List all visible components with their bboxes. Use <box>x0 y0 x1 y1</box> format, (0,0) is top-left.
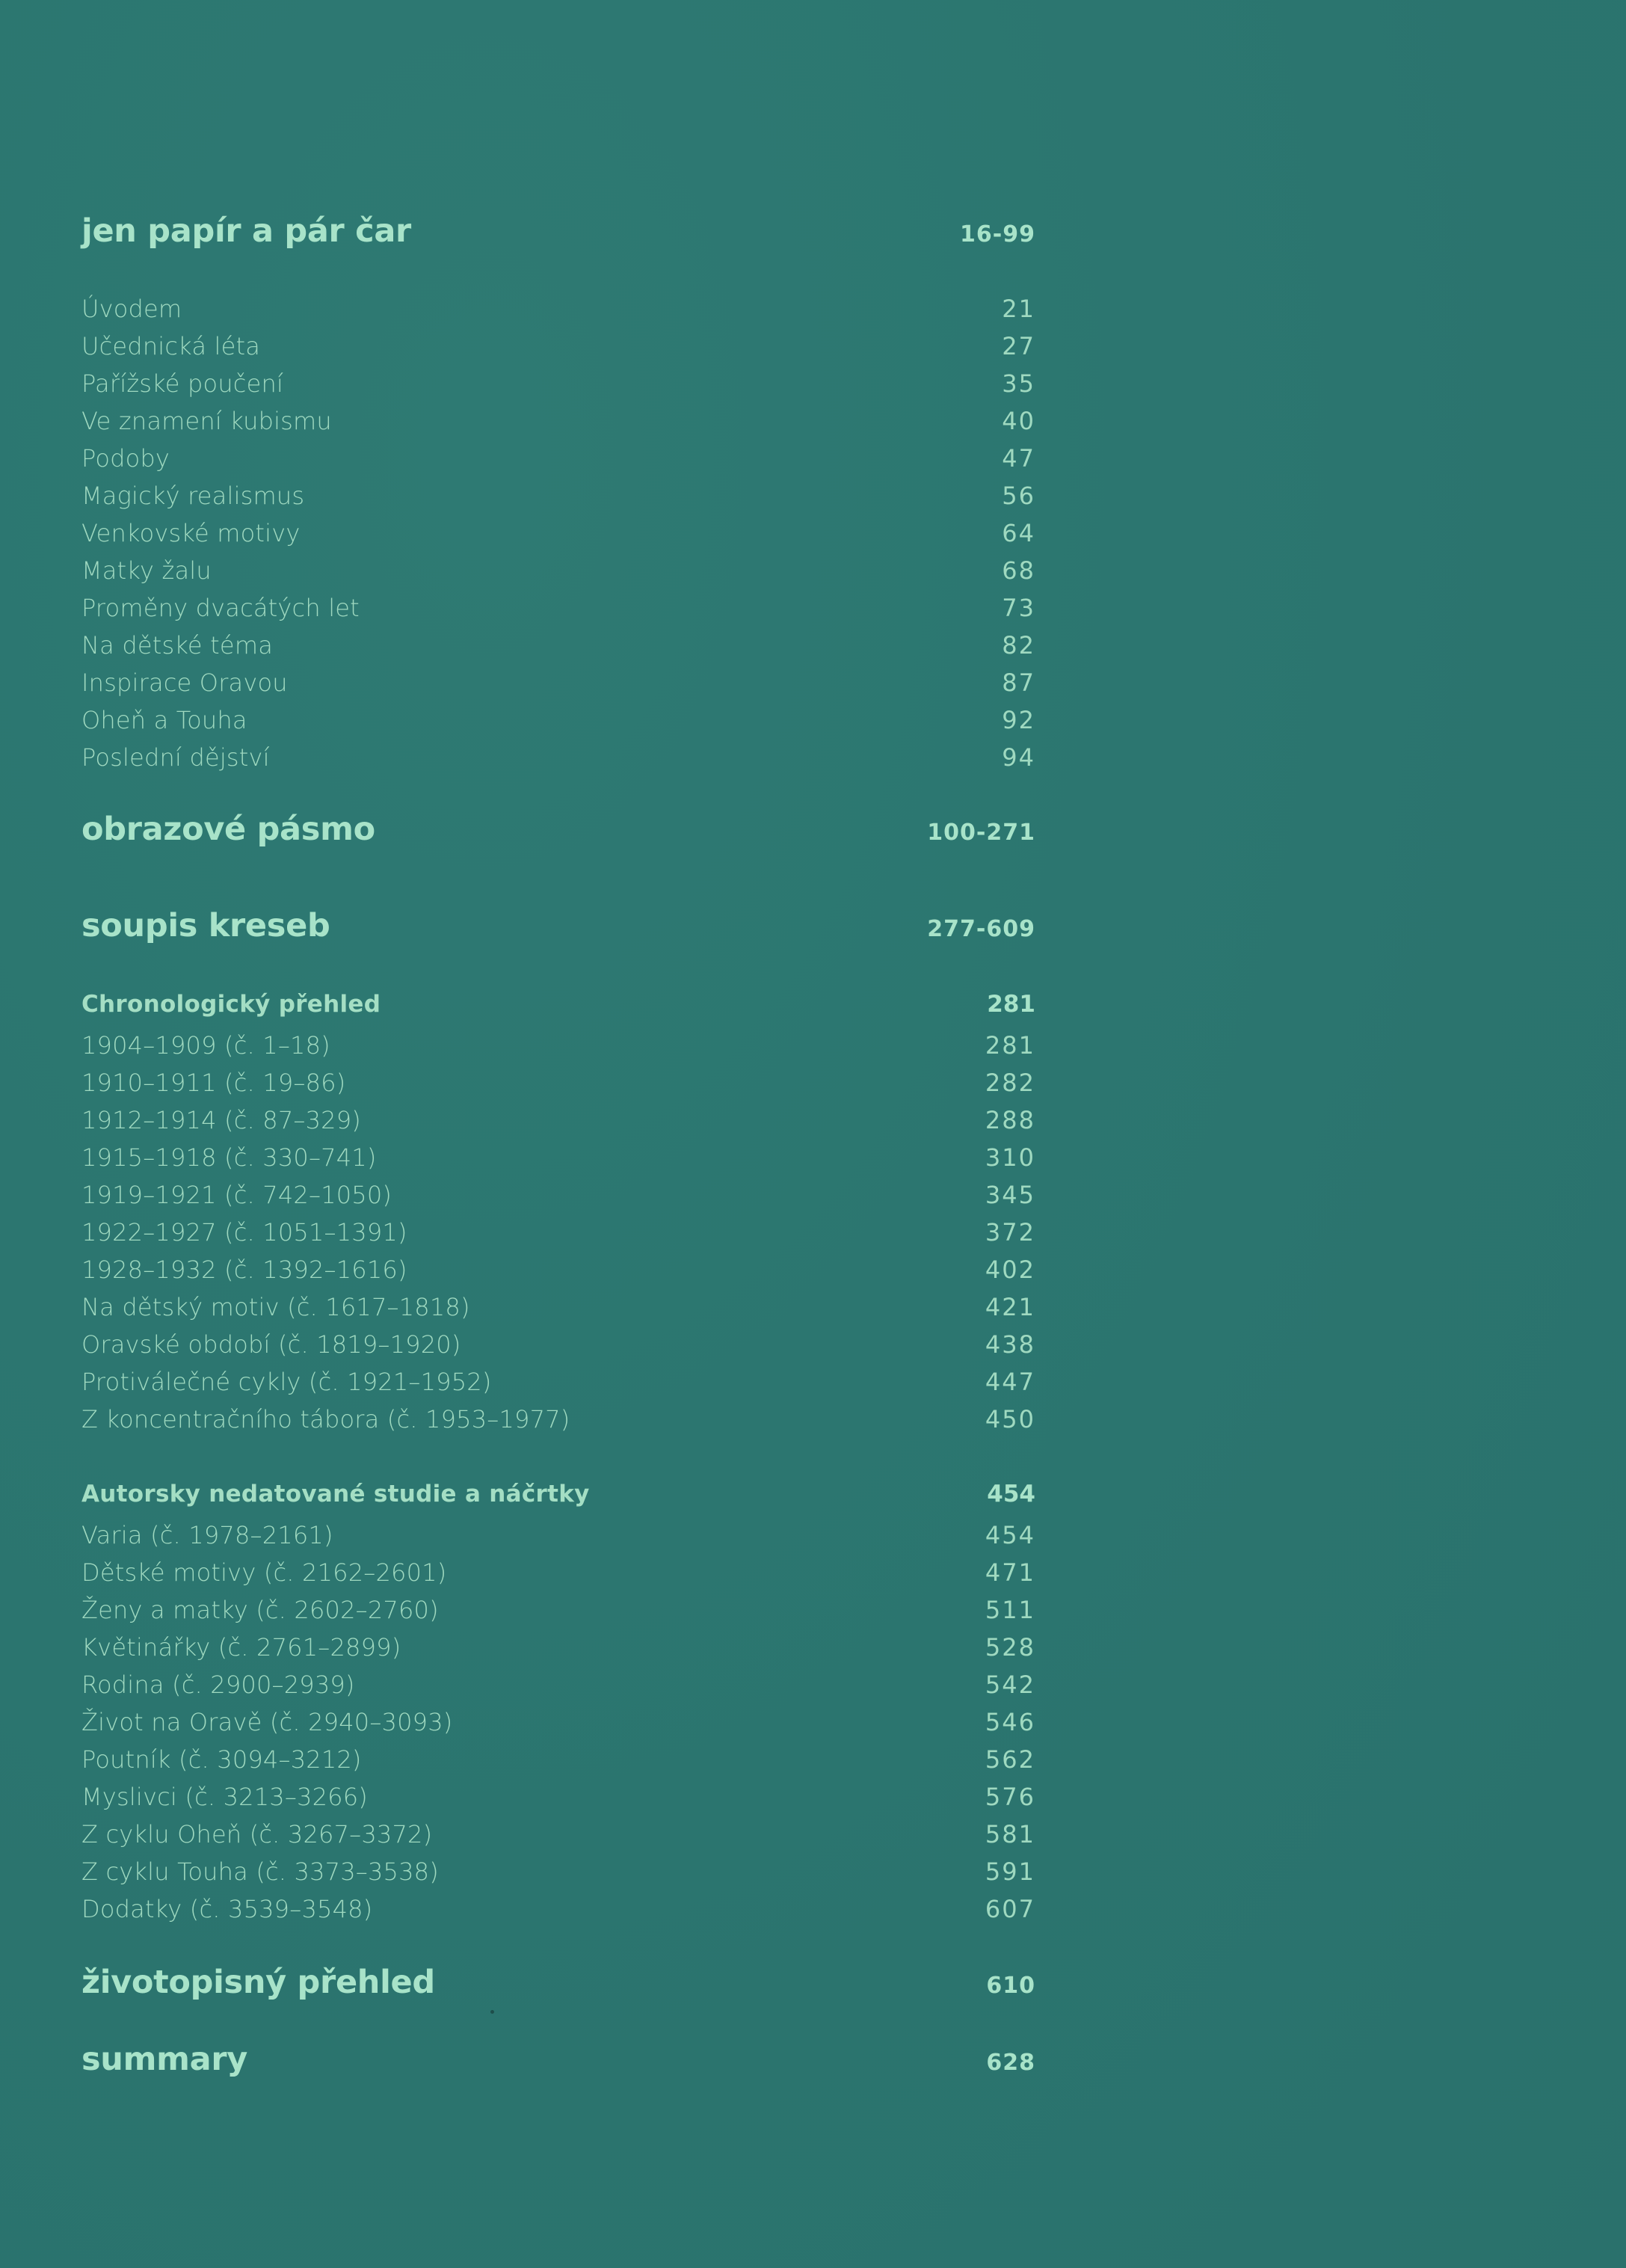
toc-entry <box>81 706 1035 734</box>
toc-page-number: 288 <box>985 1106 1035 1134</box>
toc-page-number: 591 <box>985 1857 1035 1886</box>
toc-entry-title: Rodina (č. 2900–2939) <box>81 1671 355 1699</box>
toc-page-range: 277-609 <box>927 916 1035 942</box>
toc-page-number: 92 <box>1002 706 1035 734</box>
toc-entry-title: Z cyklu Touha (č. 3373–3538) <box>81 1857 439 1886</box>
toc-page-number: 68 <box>1002 556 1035 585</box>
toc-page-number: 310 <box>985 1143 1035 1172</box>
toc-page-number: 546 <box>985 1708 1035 1736</box>
toc-page-number: 528 <box>985 1633 1035 1662</box>
toc-entry <box>81 407 1035 435</box>
toc-section <box>81 907 1035 944</box>
toc-subheading <box>81 991 1035 1018</box>
toc-entry-title: Poutník (č. 3094–3212) <box>81 1745 362 1774</box>
paper-speck <box>490 2010 494 2014</box>
toc-entry <box>81 631 1035 660</box>
toc-page-number: 562 <box>985 1745 1035 1774</box>
toc-entry-title: 1912–1914 (č. 87–329) <box>81 1106 361 1134</box>
toc-subheading-title: Autorsky nedatované studie a náčrtky <box>81 1481 590 1508</box>
toc-entry-title: Život na Oravě (č. 2940–3093) <box>81 1708 453 1736</box>
toc-page-number: 438 <box>985 1330 1035 1359</box>
toc-entry-title: 1910–1911 (č. 19–86) <box>81 1069 346 1097</box>
toc-entry <box>81 669 1035 697</box>
toc-page-number: 281 <box>987 991 1035 1018</box>
toc-entry <box>81 519 1035 547</box>
toc-entry-title: Dodatky (č. 3539–3548) <box>81 1895 373 1923</box>
toc-section <box>81 1964 1035 2001</box>
toc-page-number: 21 <box>1002 295 1035 323</box>
toc-entry <box>81 1633 1035 1662</box>
toc-page-number: 35 <box>1002 369 1035 398</box>
toc-entry-title: Na dětské téma <box>81 631 274 660</box>
toc-section <box>81 212 1035 250</box>
toc-entry-title: Myslivci (č. 3213–3266) <box>81 1783 368 1811</box>
toc-entry <box>81 295 1035 323</box>
toc-page-number: 511 <box>985 1596 1035 1624</box>
toc-entry <box>81 556 1035 585</box>
toc-entry <box>81 743 1035 772</box>
toc-entry <box>81 1745 1035 1774</box>
toc-entry-title: Protiválečné cykly (č. 1921–1952) <box>81 1368 492 1396</box>
toc-section-title: životopisný přehled <box>81 1964 435 2001</box>
toc-entry-title: 1922–1927 (č. 1051–1391) <box>81 1218 407 1247</box>
toc-page-number: 87 <box>1002 669 1035 697</box>
toc-entry-title: Oravské období (č. 1819–1920) <box>81 1330 461 1359</box>
toc-entry <box>81 332 1035 360</box>
toc-entry <box>81 1293 1035 1321</box>
toc-page-number: 581 <box>985 1820 1035 1848</box>
toc-section <box>81 2041 1035 2078</box>
toc-entry-title: Poslední dějství <box>81 743 270 772</box>
toc-entry <box>81 1143 1035 1172</box>
toc-page-number: 471 <box>985 1558 1035 1587</box>
toc-entry <box>81 1181 1035 1209</box>
toc-subheading-title: Chronologický přehled <box>81 991 381 1018</box>
toc-entry <box>81 1783 1035 1811</box>
toc-page-number: 47 <box>1002 444 1035 473</box>
toc-entry <box>81 1820 1035 1848</box>
toc-entry <box>81 444 1035 473</box>
toc-entry <box>81 1069 1035 1097</box>
toc-entry <box>81 1368 1035 1396</box>
toc-page-number: 27 <box>1002 332 1035 360</box>
toc-page-number: 628 <box>986 2050 1035 2076</box>
toc-entry-title: 1904–1909 (č. 1–18) <box>81 1031 330 1060</box>
toc-entry-title: 1919–1921 (č. 742–1050) <box>81 1181 392 1209</box>
toc-entry-title: Z cyklu Oheň (č. 3267–3372) <box>81 1820 433 1848</box>
toc-entry-title: Na dětský motiv (č. 1617–1818) <box>81 1293 470 1321</box>
toc-page-number: 282 <box>985 1069 1035 1097</box>
toc-entry-title: Inspirace Oravou <box>81 669 288 697</box>
toc-entry <box>81 1106 1035 1134</box>
toc-entry-title: 1915–1918 (č. 330–741) <box>81 1143 377 1172</box>
toc-entry-title: Matky žalu <box>81 556 212 585</box>
toc-entry-title: Pařížské poučení <box>81 369 284 398</box>
toc-entry-title: Ženy a matky (č. 2602–2760) <box>81 1596 439 1624</box>
toc-page-range: 16-99 <box>960 221 1035 248</box>
toc-entry <box>81 1330 1035 1359</box>
toc-entry-title: Podoby <box>81 444 170 473</box>
toc-page-number: 576 <box>985 1783 1035 1811</box>
toc-entry <box>81 482 1035 510</box>
toc-entry <box>81 1521 1035 1549</box>
toc-page-number: 402 <box>985 1256 1035 1284</box>
toc-page-number: 345 <box>985 1181 1035 1209</box>
toc-entry <box>81 1558 1035 1587</box>
toc-page-number: 40 <box>1002 407 1035 435</box>
toc-entry <box>81 1405 1035 1433</box>
toc-entry <box>81 369 1035 398</box>
toc-entry <box>81 1671 1035 1699</box>
toc-page-number: 82 <box>1002 631 1035 660</box>
toc-entry <box>81 1218 1035 1247</box>
toc-subheading <box>81 1481 1035 1508</box>
toc-page-number: 281 <box>985 1031 1035 1060</box>
toc-entry-title: Učednická léta <box>81 332 261 360</box>
toc-section <box>81 811 1035 848</box>
toc-entry <box>81 1256 1035 1284</box>
toc-page-number: 447 <box>985 1368 1035 1396</box>
toc-entry-title: Magický realismus <box>81 482 305 510</box>
toc-entry-title: Z koncentračního tábora (č. 1953–1977) <box>81 1405 570 1433</box>
toc-page-number: 542 <box>985 1671 1035 1699</box>
toc-page-number: 454 <box>987 1481 1035 1508</box>
toc-page-number: 610 <box>986 1973 1035 1999</box>
toc-page-number: 64 <box>1002 519 1035 547</box>
toc-entry-title: Ve znamení kubismu <box>81 407 332 435</box>
toc-section-title: summary <box>81 2041 247 2078</box>
toc-page-number: 372 <box>985 1218 1035 1247</box>
toc-section-title: jen papír a pár čar <box>81 212 411 250</box>
toc-page-number: 454 <box>985 1521 1035 1549</box>
toc-entry <box>81 1857 1035 1886</box>
toc-page-number: 421 <box>985 1293 1035 1321</box>
toc-section-title: obrazové pásmo <box>81 811 375 848</box>
toc-entry-title: Varia (č. 1978–2161) <box>81 1521 333 1549</box>
toc-entry <box>81 1708 1035 1736</box>
toc-entry-title: Venkovské motivy <box>81 519 301 547</box>
toc-entry-title: Oheň a Touha <box>81 706 247 734</box>
toc-entry-title: 1928–1932 (č. 1392–1616) <box>81 1256 407 1284</box>
toc-entry <box>81 1031 1035 1060</box>
toc-entry <box>81 1596 1035 1624</box>
toc-entry <box>81 1895 1035 1923</box>
toc-page-number: 94 <box>1002 743 1035 772</box>
toc-page-range: 100-271 <box>927 820 1035 846</box>
toc-entry-title: Květinářky (č. 2761–2899) <box>81 1633 401 1662</box>
toc-entry-title: Dětské motivy (č. 2162–2601) <box>81 1558 447 1587</box>
toc-page-number: 450 <box>985 1405 1035 1433</box>
toc-page-number: 607 <box>985 1895 1035 1923</box>
toc-entry-title: Proměny dvacátých let <box>81 594 360 622</box>
toc-entry-title: Úvodem <box>81 295 182 323</box>
toc-page-number: 56 <box>1002 482 1035 510</box>
toc-entry <box>81 594 1035 622</box>
toc-page-number: 73 <box>1002 594 1035 622</box>
toc-section-title: soupis kreseb <box>81 907 330 944</box>
